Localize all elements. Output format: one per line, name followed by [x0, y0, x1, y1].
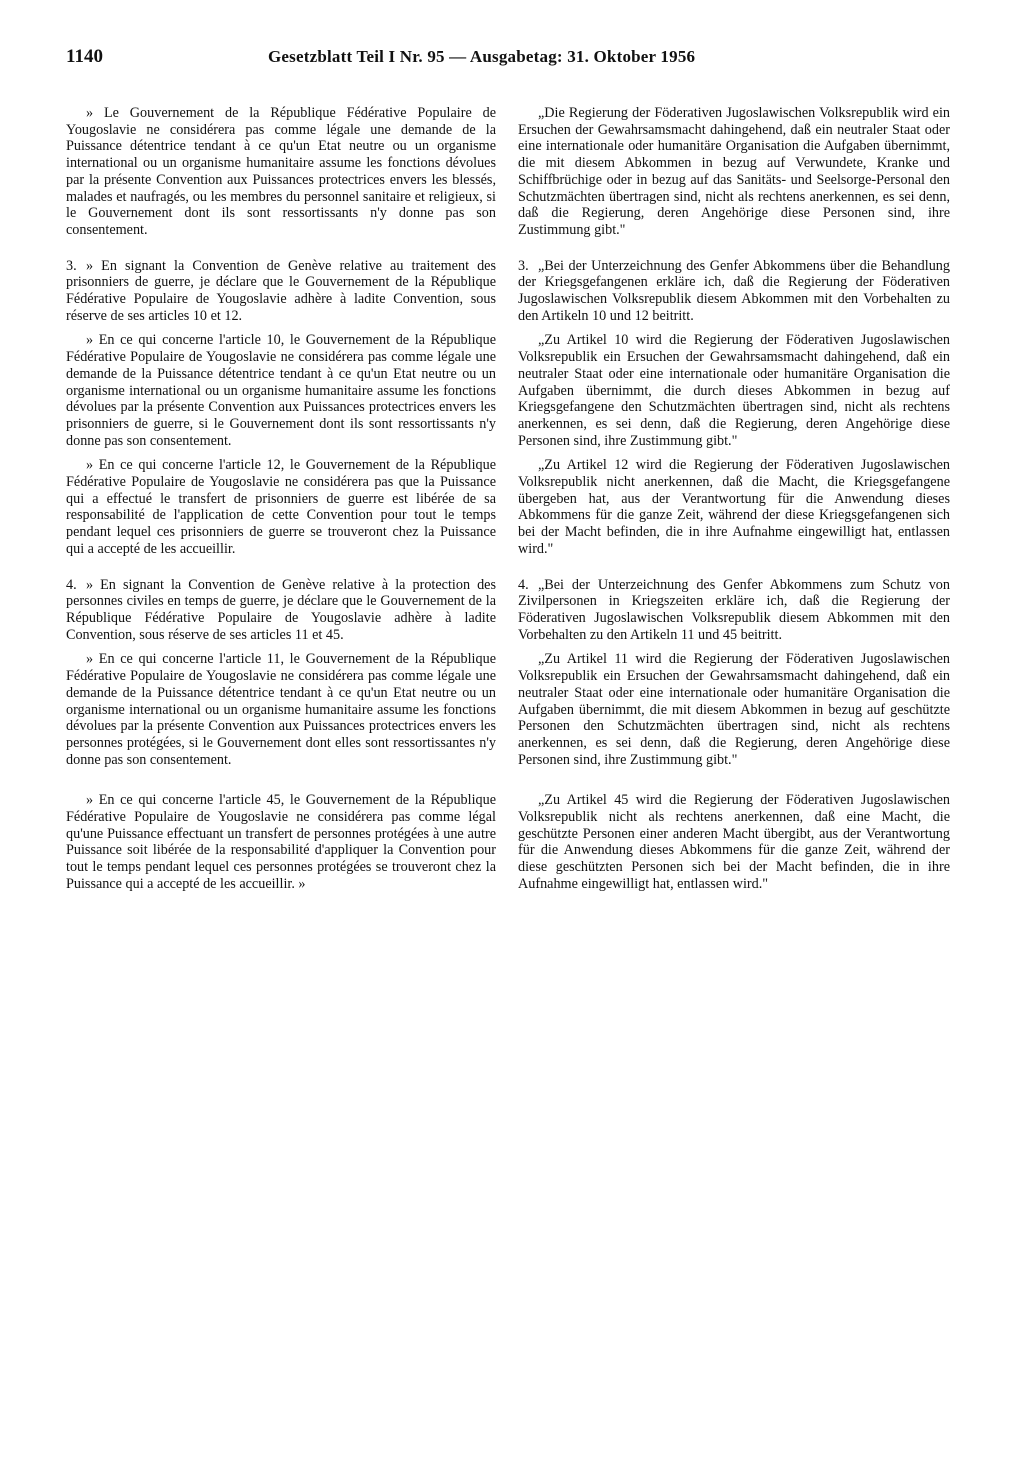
fr-paragraph-3-text: » En signant la Convention de Genève relative au traitement des prisonniers de guerre, je déclare que le Gouvernement de la République Fédérative Populaire de Yougoslavie adhère à ladite Convention, sous réserve de ses articles 10 et 12.	[66, 257, 496, 324]
de-paragraph-article-12: „Zu Artikel 12 wird die Regierung der Föderativen Jugoslawischen Volksrepublik nicht anerkennen, daß die Macht, die Kriegsgefangene übergeben hat, aus der Verantwortung für die Anwendung dieses Abkommens für die ganze Zeit, während der diese Kriegsgefangenen sich bei der Macht befinden, die in ihre Aufnahme eingewilligt hat, entlassen wird."	[518, 457, 950, 557]
de-number-4: 4.	[518, 576, 529, 593]
fr-paragraph-article-10: » En ce qui concerne l'article 10, le Gouvernement de la République Fédérative Populaire de Yougoslavie ne considérera pas comme légale une demande de la Puissance détentrice tendant à ce qu'un Etat neutre ou un organisme international ou un organisme humanitaire assume les fonctions dévolues par la présente Convention aux Puissances protectrices envers les prisonniers de guerre, si le Gouvernement dont ils sont ressortissants n'y donne pas son consentement.	[66, 332, 496, 449]
page-number: 1140	[66, 46, 103, 67]
de-paragraph-3	[518, 258, 950, 325]
de-paragraph-4-text: „Bei der Unterzeichnung des Genfer Abkommens zum Schutz von Zivilpersonen in Kriegszeiten erkläre ich, daß die Regierung der Föderativen Jugoslawischen Volksrepublik diesem Abkommen mit den Vorbehalten zu den Artikeln 11 und 45 beitritt.	[518, 576, 950, 643]
de-paragraph-article-10: „Zu Artikel 10 wird die Regierung der Föderativen Jugoslawischen Volksrepublik ein Ersuchen der Gewahrsamsmacht dahingehend, daß ein neutraler Staat oder eine internationale oder humanitäre Organisation die Aufgaben übernimmt, die durch dieses Abkommen in bezug auf Kriegsgefangene den Schutzmächten übertragen sind, nicht als rechtens anerkennen, es sei denn, daß die Regierung, deren Angehörige diese Personen sind, ihre Zustimmung gibt."	[518, 332, 950, 449]
fr-paragraph-reservation-wounded: » Le Gouvernement de la République Fédérative Populaire de Yougoslavie ne considérera pas comme légale une demande de la Puissance détentrice tendant à ce qu'un Etat neutre ou un organisme international ou un organisme humanitaire assume les fonctions dévolues par la présente Convention aux Puissances protectrices envers les blessés, malades et naufragés, ou les membres du personnel sanitaire et religieux, si le Gouvernement dont ils sont ressortissants n'y donne pas son consentement.	[66, 105, 496, 238]
page-header	[66, 46, 766, 72]
de-paragraph-4	[518, 577, 950, 644]
de-paragraph-3-text: „Bei der Unterzeichnung des Genfer Abkommens über die Behandlung der Kriegsgefangenen erkläre ich, daß die Regierung der Föderativen Jugoslawischen Volksrepublik diesem Abkommen mit den Vorbehalten zu den Artikeln 10 und 12 beitritt.	[518, 257, 950, 324]
de-number-3: 3.	[518, 257, 529, 274]
gazette-title: Gesetzblatt Teil I Nr. 95 — Ausgabetag: 31. Oktober 1956	[268, 47, 696, 66]
fr-paragraph-article-12: » En ce qui concerne l'article 12, le Gouvernement de la République Fédérative Populaire de Yougoslavie ne considérera pas que la Puissance qui a effectué le transfert de prisonniers de guerre est libérée de sa responsabilité de l'application de cette Convention pour tout le temps pendant lequel ces prisonniers de guerre se trouveront chez la Puissance qui a accepté de les accueillir.	[66, 457, 496, 557]
german-column	[518, 105, 950, 893]
de-paragraph-article-45: „Zu Artikel 45 wird die Regierung der Föderativen Jugoslawischen Volksrepublik nicht als rechtens anerkennen, daß eine Macht, die geschützte Personen einer anderen Macht übergibt, aus der Verantwortung für die Anwendung dieses Abkommens für die ganze Zeit, während der diese geschützten Personen sich bei der Macht befinden, die in ihre Aufnahme eingewilligt hat, entlassen wird."	[518, 792, 950, 892]
fr-paragraph-4-text: » En signant la Convention de Genève relative à la protection des personnes civiles en temps de guerre, je déclare que le Gouvernement de la République Fédérative Populaire de Yougoslavie adhère à ladite Convention, sous réserve de ses articles 11 et 45.	[66, 576, 496, 643]
fr-paragraph-article-11: » En ce qui concerne l'article 11, le Gouvernement de la République Fédérative Populaire de Yougoslavie ne considérera pas comme légale une demande de la Puissance détentrice tendant à ce qu'un Etat neutre ou un organisme international ou un organisme humanitaire assume les fonctions dévolues par la présente Convention aux Puissances protectrices envers les personnes protégées, si le Gouvernement dont elles sont ressortissantes n'y donne pas son consentement.	[66, 651, 496, 768]
de-paragraph-reservation-wounded: „Die Regierung der Föderativen Jugoslawischen Volksrepublik wird ein Ersuchen der Gewahrsamsmacht dahingehend, daß ein neutraler Staat oder eine internationale oder humanitäre Organisation die Aufgaben übernimmt, die mit diesem Abkommen in bezug auf Verwundete, Kranke und Schiffbrüchige oder in bezug auf das Sanitäts- und Seelsorge-Personal den Schutzmächten übertragen sind, nicht als rechtens anerkennen, es sei denn, daß die Regierung, deren Angehörige diese Personen sind, ihre Zustimmung gibt."	[518, 105, 950, 238]
fr-number-4: 4.	[66, 576, 77, 593]
fr-paragraph-article-45: » En ce qui concerne l'article 45, le Gouvernement de la République Fédérative Populaire de Yougoslavie ne considérera pas comme légal qu'une Puissance effectuant un transfert de personnes protégées à une autre Puissance soit libérée de la responsabilité d'appliquer la Convention pour tout le temps pendant lequel ces personnes protégées se trouveront chez la Puissance qui a accepté de les accueillir. »	[66, 792, 496, 892]
fr-number-3: 3.	[66, 257, 77, 274]
de-paragraph-article-11: „Zu Artikel 11 wird die Regierung der Föderativen Jugoslawischen Volksrepublik ein Ersuchen der Gewahrsamsmacht dahingehend, daß ein neutraler Staat oder eine internationale oder humanitäre Organisation die Aufgaben übernimmt, die mit diesem Abkommen in bezug auf geschützte Personen den Schutzmächten übertragen sind, nicht als rechtens anerkennen, es sei denn, daß die Regierung, deren Angehörige diese Personen sind, ihre Zustimmung gibt."	[518, 651, 950, 768]
french-column	[66, 105, 496, 893]
fr-paragraph-3	[66, 258, 496, 325]
fr-paragraph-4	[66, 577, 496, 644]
